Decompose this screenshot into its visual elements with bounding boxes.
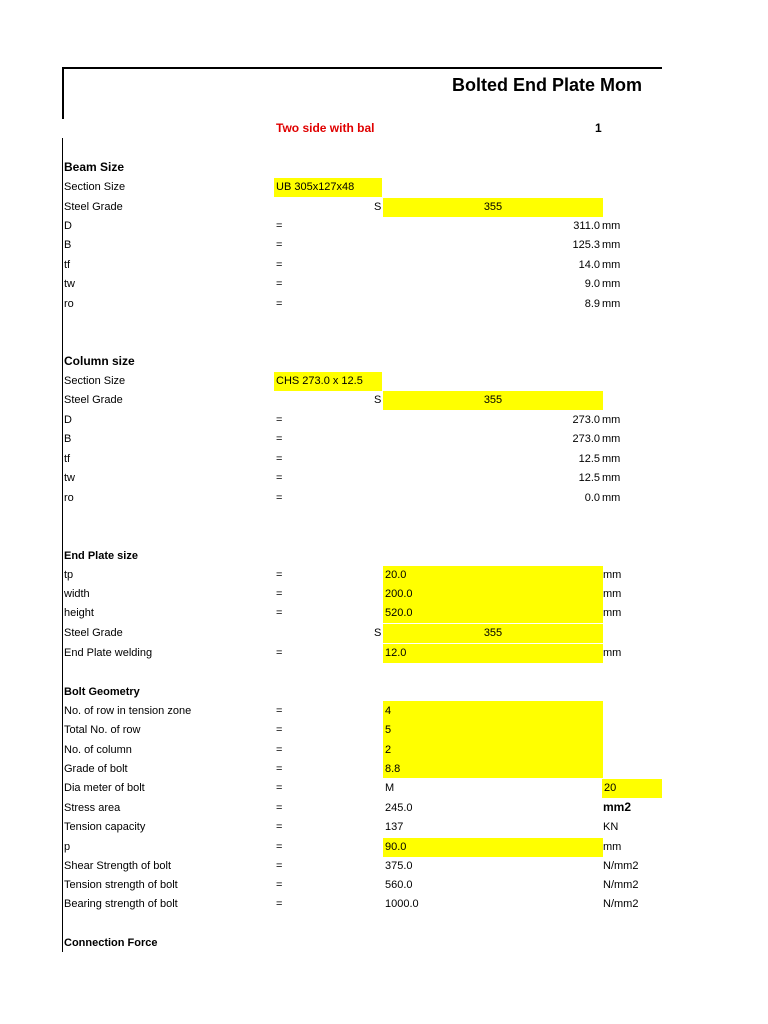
beam-grade-label: Steel Grade: [64, 201, 123, 213]
bolt-grade-value[interactable]: 8.8: [385, 763, 401, 775]
height-eq: =: [276, 607, 283, 619]
plate-grade-value[interactable]: 355: [483, 627, 503, 639]
beam-grade-value[interactable]: 355: [483, 201, 503, 213]
tp-eq: =: [276, 569, 283, 581]
beam-prop-unit: mm: [602, 298, 621, 310]
column-grade-label: Steel Grade: [64, 394, 123, 406]
width-label: width: [64, 588, 90, 600]
beam-size-header: Beam Size: [64, 160, 125, 174]
column-prop-unit: mm: [602, 472, 621, 484]
tension-str-label: Tension strength of bolt: [64, 879, 178, 891]
tension-str-unit: N/mm2: [603, 879, 639, 891]
shear-unit: N/mm2: [603, 860, 639, 872]
beam-grade-prefix: S: [374, 201, 382, 213]
shear-value: 375.0: [385, 860, 413, 872]
top-border: [62, 67, 662, 69]
beam-prop-unit: mm: [602, 278, 621, 290]
column-grade-value[interactable]: 355: [483, 394, 503, 406]
beam-prop-label: ro: [64, 298, 74, 310]
height-value[interactable]: 520.0: [385, 607, 413, 619]
dia-eq: =: [276, 782, 283, 794]
column-prop-eq: =: [276, 472, 283, 484]
beam-prop-unit: mm: [602, 220, 621, 232]
column-prop-value: 273.0: [572, 433, 600, 445]
column-prop-eq: =: [276, 492, 283, 504]
column-prop-label: ro: [64, 492, 74, 504]
columns-eq: =: [276, 744, 283, 756]
beam-prop-value: 8.9: [584, 298, 600, 310]
tension-str-value: 560.0: [385, 879, 413, 891]
beam-prop-eq: =: [276, 278, 283, 290]
weld-label: End Plate welding: [64, 647, 153, 659]
column-prop-eq: =: [276, 433, 283, 445]
bearing-unit: N/mm2: [603, 898, 639, 910]
column-prop-eq: =: [276, 453, 283, 465]
column-prop-label: tw: [64, 472, 75, 484]
stress-unit: mm2: [603, 800, 632, 814]
connection-force-header: Connection Force: [64, 937, 158, 949]
tension-str-eq: =: [276, 879, 283, 891]
end-plate-header: End Plate size: [64, 550, 138, 562]
weld-eq: =: [276, 647, 283, 659]
column-section-label: Section Size: [64, 375, 126, 387]
dia-value[interactable]: 20: [604, 782, 617, 794]
tension-cap-eq: =: [276, 821, 283, 833]
plate-grade-label: Steel Grade: [64, 627, 123, 639]
column-prop-unit: mm: [602, 492, 621, 504]
rows-tension-value[interactable]: 4: [385, 705, 392, 717]
rows-tension-label: No. of row in tension zone: [64, 705, 192, 717]
height-label: height: [64, 607, 94, 619]
columns-label: No. of column: [64, 744, 132, 756]
rows-tension-eq: =: [276, 705, 283, 717]
beam-prop-value: 9.0: [584, 278, 600, 290]
width-unit: mm: [603, 588, 622, 600]
column-prop-eq: =: [276, 414, 283, 426]
beam-prop-eq: =: [276, 239, 283, 251]
column-section-value[interactable]: CHS 273.0 x 12.5: [276, 375, 363, 387]
plate-grade-prefix: S: [374, 627, 382, 639]
column-prop-unit: mm: [602, 433, 621, 445]
beam-section-label: Section Size: [64, 181, 126, 193]
tension-cap-unit: KN: [603, 821, 619, 833]
weld-value[interactable]: 12.0: [385, 647, 407, 659]
width-value[interactable]: 200.0: [385, 588, 413, 600]
column-prop-value: 12.5: [578, 472, 600, 484]
height-unit: mm: [603, 607, 622, 619]
weld-highlight: [383, 644, 603, 663]
column-prop-value: 273.0: [572, 414, 600, 426]
beam-prop-unit: mm: [602, 239, 621, 251]
beam-prop-unit: mm: [602, 259, 621, 271]
beam-prop-label: D: [64, 220, 72, 232]
stress-label: Stress area: [64, 802, 121, 814]
tp-label: tp: [64, 569, 74, 581]
total-rows-label: Total No. of row: [64, 724, 141, 736]
beam-prop-eq: =: [276, 259, 283, 271]
columns-value[interactable]: 2: [385, 744, 392, 756]
bearing-eq: =: [276, 898, 283, 910]
bearing-value: 1000.0: [385, 898, 419, 910]
stress-value: 245.0: [385, 802, 413, 814]
tp-unit: mm: [603, 569, 622, 581]
beam-prop-value: 311.0: [573, 220, 600, 232]
bolt-geometry-header: Bolt Geometry: [64, 686, 140, 698]
beam-prop-label: tw: [64, 278, 75, 290]
column-prop-label: tf: [64, 453, 71, 465]
column-prop-value: 12.5: [578, 453, 600, 465]
page-title: Bolted End Plate Mom: [452, 75, 643, 95]
bolt-grade-eq: =: [276, 763, 283, 775]
tp-highlight: [383, 566, 603, 585]
shear-label: Shear Strength of bolt: [64, 860, 172, 872]
beam-prop-eq: =: [276, 220, 283, 232]
column-prop-value: 0.0: [584, 492, 600, 504]
total-rows-value[interactable]: 5: [385, 724, 392, 736]
beam-prop-label: B: [64, 239, 72, 251]
left-border-top: [62, 67, 64, 119]
bolt-grade-label: Grade of bolt: [64, 763, 128, 775]
tp-value[interactable]: 20.0: [385, 569, 407, 581]
bolt-block-highlight: [383, 701, 603, 778]
beam-prop-value: 125.3: [572, 239, 600, 251]
total-rows-eq: =: [276, 724, 283, 736]
column-size-header: Column size: [64, 354, 135, 368]
width-highlight: [383, 585, 603, 604]
case-number: 1: [595, 121, 602, 135]
column-prop-unit: mm: [602, 453, 621, 465]
beam-prop-label: tf: [64, 259, 71, 271]
weld-unit: mm: [603, 647, 622, 659]
height-highlight: [383, 604, 603, 623]
tension-cap-value: 137: [385, 821, 404, 833]
beam-section-value[interactable]: UB 305x127x48: [276, 181, 355, 193]
shear-eq: =: [276, 860, 283, 872]
column-prop-label: D: [64, 414, 72, 426]
p-unit: mm: [603, 841, 622, 853]
left-border-main: [62, 138, 63, 952]
bearing-label: Bearing strength of bolt: [64, 898, 178, 910]
column-grade-prefix: S: [374, 394, 382, 406]
stress-eq: =: [276, 802, 283, 814]
p-label: p: [64, 841, 71, 853]
dia-label: Dia meter of bolt: [64, 782, 145, 794]
beam-prop-eq: =: [276, 298, 283, 310]
p-value[interactable]: 90.0: [385, 841, 407, 853]
subtitle: Two side with bal: [276, 121, 375, 135]
column-prop-unit: mm: [602, 414, 621, 426]
p-highlight: [383, 838, 603, 857]
dia-prefix: M: [385, 782, 395, 794]
p-eq: =: [276, 841, 283, 853]
tension-cap-label: Tension capacity: [64, 821, 146, 833]
beam-prop-value: 14.0: [578, 259, 600, 271]
width-eq: =: [276, 588, 283, 600]
column-prop-label: B: [64, 433, 72, 445]
